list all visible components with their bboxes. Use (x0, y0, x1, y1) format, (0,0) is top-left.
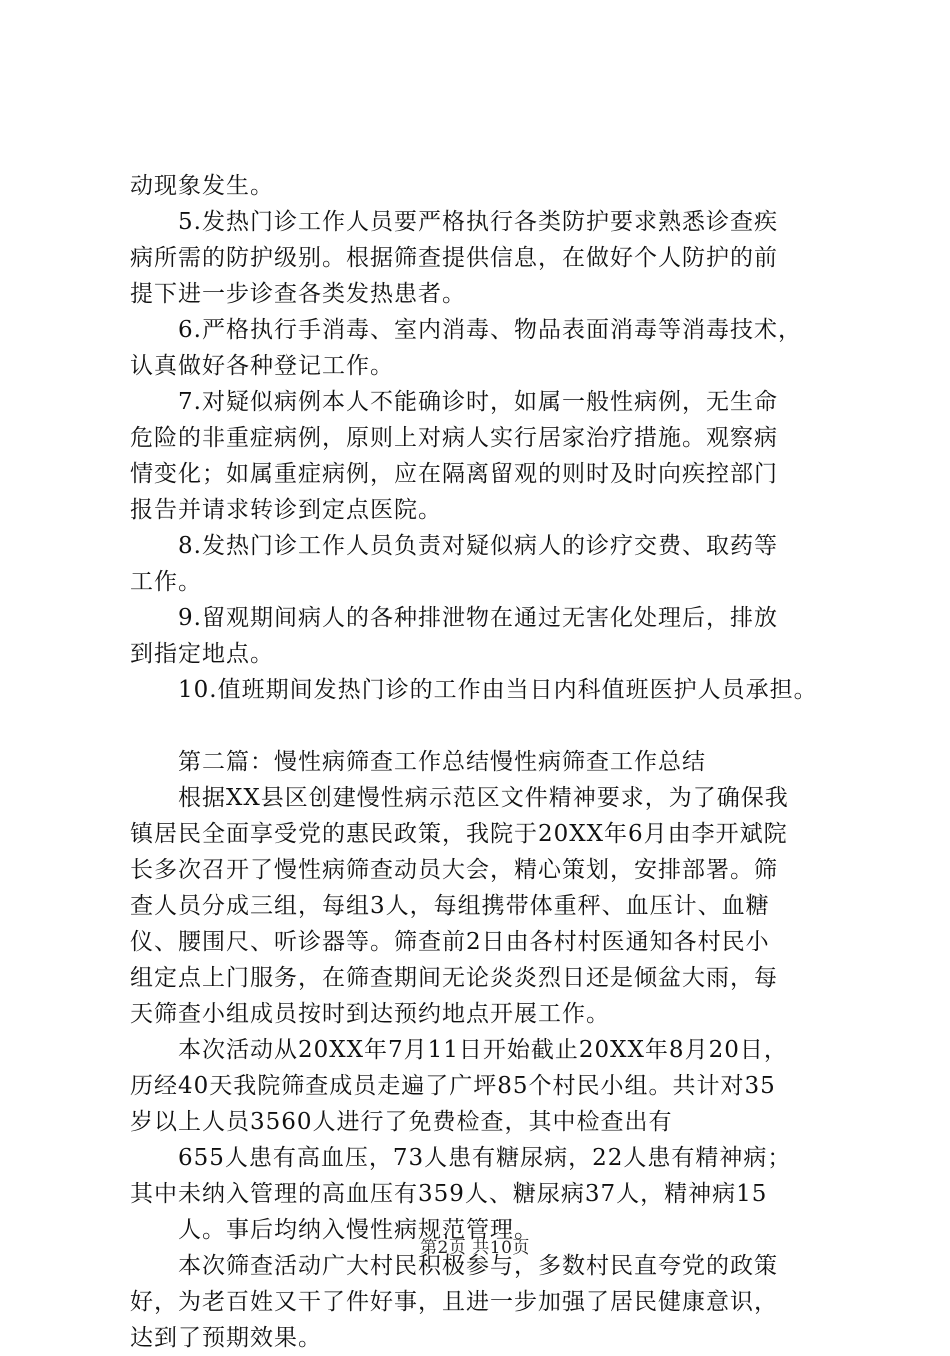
paragraph-line: 到指定地点。 (130, 641, 274, 667)
paragraph-gap (130, 708, 850, 744)
paragraph-line: 查人员分成三组，每组3人，每组携带体重秤、血压计、血糖 (130, 893, 770, 919)
paragraph-line: 6.严格执行手消毒、室内消毒、物品表面消毒等消毒技术， (178, 317, 802, 343)
document-body (130, 168, 850, 1356)
paragraph-line: 根据XX县区创建慢性病示范区文件精神要求，为了确保我 (178, 785, 789, 811)
paragraph-line: 长多次召开了慢性病筛查动员大会，精心策划，安排部署。筛 (130, 857, 778, 883)
page-number-footer: 第2页 共10页 (420, 1238, 530, 1258)
paragraph-line: 历经40天我院筛查成员走遍了广坪85个村民小组。共计对35 (130, 1073, 776, 1099)
paragraph-line: 10.值班期间发热门诊的工作由当日内科值班医护人员承担。 (178, 677, 818, 703)
paragraph-line: 655人患有高血压，73人患有糖尿病，22人患有精神病； (178, 1145, 792, 1171)
paragraph-line: 镇居民全面享受党的惠民政策，我院于20XX年6月由李开斌院 (130, 821, 788, 847)
paragraph-line: 提下进一步诊查各类发热患者。 (130, 281, 466, 307)
paragraph-line: 其中未纳入管理的高血压有359人、糖尿病37人，精神病15 (130, 1181, 768, 1207)
paragraph-line: 岁以上人员3560人进行了免费检查，其中检查出有 (130, 1109, 673, 1135)
paragraph-line: 9.留观期间病人的各种排泄物在通过无害化处理后，排放 (178, 605, 778, 631)
paragraph-line: 报告并请求转诊到定点医院。 (130, 497, 442, 523)
paragraph-line: 8.发热门诊工作人员负责对疑似病人的诊疗交费、取药等 (178, 533, 778, 559)
paragraph-line: 认真做好各种登记工作。 (130, 353, 394, 379)
section-heading: 第二篇：慢性病筛查工作总结慢性病筛查工作总结 (178, 749, 706, 775)
paragraph-line: 仪、腰围尺、听诊器等。筛查前2日由各村村医通知各村民小 (130, 929, 770, 955)
paragraph-line: 天筛查小组成员按时到达预约地点开展工作。 (130, 1001, 610, 1027)
paragraph-line: 本次筛查活动广大村民积极参与，多数村民直夸党的政策 (178, 1253, 778, 1279)
paragraph-line: 7.对疑似病例本人不能确诊时，如属一般性病例，无生命 (178, 389, 778, 415)
paragraph-line: 危险的非重症病例，原则上对病人实行居家治疗措施。观察病 (130, 425, 778, 451)
paragraph-line: 本次活动从20XX年7月11日开始截止20XX年8月20日， (178, 1037, 788, 1063)
paragraph-line: 5.发热门诊工作人员要严格执行各类防护要求熟悉诊查疾 (178, 209, 778, 235)
paragraph-line: 工作。 (130, 569, 202, 595)
paragraph-line: 人。事后均纳入慢性病规范管理。 (178, 1217, 538, 1243)
paragraph-line: 动现象发生。 (130, 173, 274, 199)
paragraph-line: 病所需的防护级别。根据筛查提供信息，在做好个人防护的前 (130, 245, 778, 271)
paragraph-line: 好，为老百姓又干了件好事，且进一步加强了居民健康意识， (130, 1289, 778, 1315)
paragraph-line: 达到了预期效果。 (130, 1325, 322, 1351)
paragraph-line: 组定点上门服务，在筛查期间无论炎炎烈日还是倾盆大雨，每 (130, 965, 778, 991)
paragraph-line: 情变化；如属重症病例，应在隔离留观的则时及时向疾控部门 (130, 461, 778, 487)
